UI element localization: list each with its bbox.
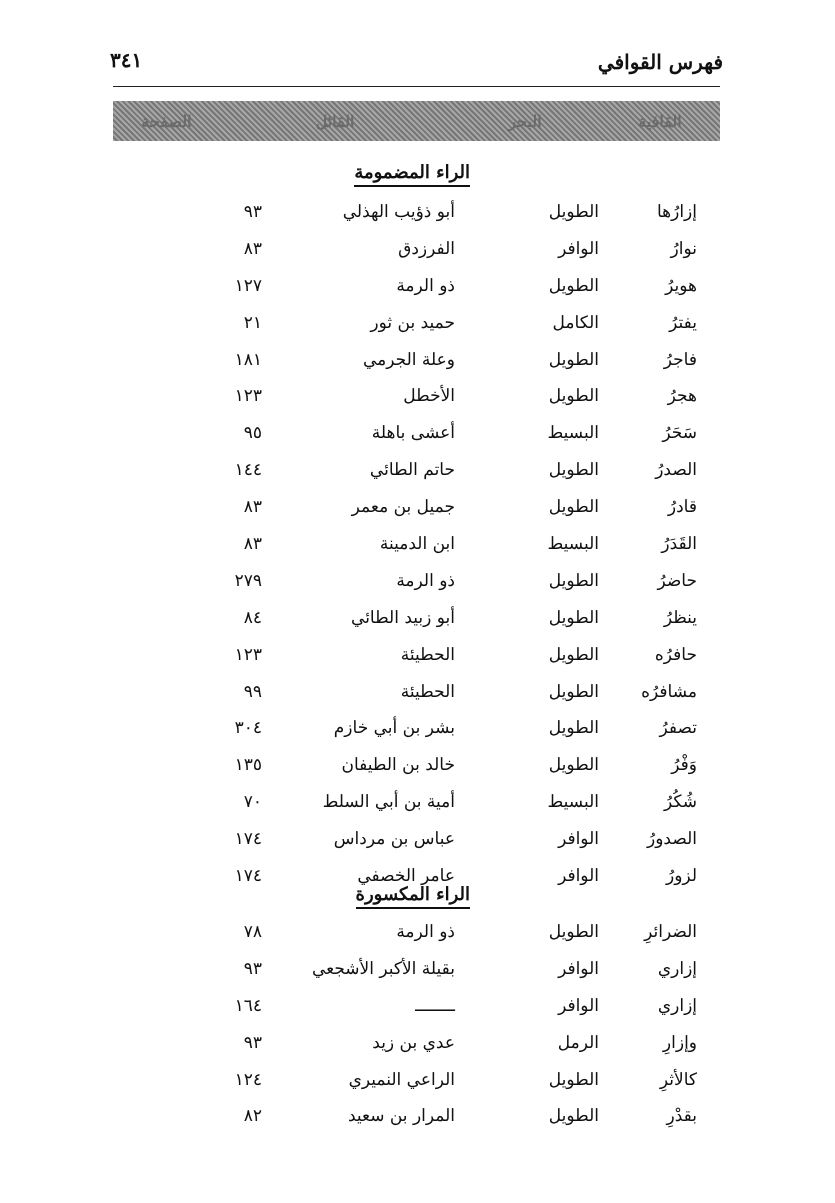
meter-name: الطويل [548, 497, 599, 518]
page-number: ٣٤١ [110, 48, 143, 72]
rhyme-list-kasra [0, 916, 835, 1137]
table-row [0, 1100, 835, 1137]
rhyme-word: كالأثرِ [659, 1069, 697, 1090]
rhyme-word: يفترُ [669, 312, 697, 333]
rhyme-word: هويرُ [665, 275, 697, 296]
rhyme-word: حاضرُ [657, 570, 697, 591]
column-header-rhyme: القافية [638, 111, 682, 131]
meter-name: الوافر [558, 866, 599, 887]
poet-name: ابن الدمينة [379, 534, 455, 555]
poet-name: عباس بن مرداس [333, 829, 455, 850]
meter-name: الطويل [548, 349, 599, 370]
table-row [0, 417, 835, 454]
poet-name: ذو الرمة [396, 922, 455, 942]
poet-name: الأخطل [403, 386, 455, 407]
table-row [0, 712, 835, 749]
table-row [0, 565, 835, 602]
poet-name: المرار بن سعيد [347, 1106, 455, 1127]
rhyme-word: قادرُ [667, 497, 697, 518]
meter-name: الوافر [558, 829, 599, 850]
poet-name: عامر الخصفي [357, 866, 455, 887]
poet-name: بقيلة الأكبر الأشجعي [311, 958, 455, 979]
poet-name: حميد بن ثور [370, 312, 455, 333]
rhyme-word: هجرُ [667, 386, 697, 407]
table-row [0, 1027, 835, 1064]
section-heading-label: الراء المكسورة [356, 884, 470, 909]
poet-name: وعلة الجرمي [362, 349, 455, 370]
rhyme-word: نوارُ [670, 238, 697, 259]
rhyme-word: سَحَرُ [662, 423, 697, 444]
rhyme-word: الصدورُ [647, 829, 697, 850]
table-row [0, 953, 835, 990]
rhyme-word: حافرُه [654, 644, 697, 665]
meter-name: الطويل [548, 275, 599, 296]
column-header-page: الصفحة [141, 111, 192, 131]
meter-name: الطويل [548, 570, 599, 591]
table-row [0, 1064, 835, 1101]
page-ref: ١٢٣ [234, 644, 262, 665]
table-row [0, 639, 835, 676]
table-row [0, 491, 835, 528]
meter-name: الوافر [558, 995, 599, 1016]
poet-name: الحطيئة [400, 681, 455, 702]
poet-name: ــــــــ [415, 995, 455, 1016]
meter-name: الطويل [548, 681, 599, 702]
page-ref: ١٢٣ [234, 386, 262, 407]
poet-name: أعشى باهلة [371, 423, 455, 444]
page-ref: ٩٣ [243, 202, 262, 222]
page-ref: ٩٩ [243, 681, 262, 702]
page-ref: ١٨١ [234, 349, 262, 370]
meter-name: الطويل [548, 607, 599, 628]
rhyme-word: إزارُها [656, 202, 697, 222]
poet-name: أبو ذؤيب الهذلي [342, 202, 455, 222]
page-ref: ٨٣ [243, 238, 262, 259]
table-row [0, 196, 835, 233]
rhyme-word: شُكُرُ [663, 792, 697, 813]
page-ref: ١٢٤ [234, 1069, 262, 1090]
page-ref: ٣٠٤ [234, 718, 262, 739]
meter-name: الطويل [548, 1106, 599, 1127]
table-row [0, 602, 835, 639]
table-row [0, 990, 835, 1027]
table-row [0, 676, 835, 713]
page-ref: ٧٨ [243, 922, 262, 942]
table-row [0, 749, 835, 786]
poet-name: ذو الرمة [396, 570, 455, 591]
rhyme-word: الضرائرِ [644, 922, 697, 942]
page-ref: ١٧٤ [234, 829, 262, 850]
meter-name: الرمل [557, 1032, 599, 1053]
meter-name: البسيط [547, 534, 599, 555]
table-row [0, 344, 835, 381]
meter-name: الوافر [558, 958, 599, 979]
rhyme-word: إزاري [657, 995, 697, 1016]
rhyme-word: مشافرُه [641, 681, 697, 702]
meter-name: الوافر [558, 238, 599, 259]
poet-name: بشر بن أبي خازم [333, 718, 455, 739]
table-row [0, 916, 835, 953]
poet-name: أمية بن أبي السلط [322, 792, 455, 813]
section-heading-damma [300, 162, 470, 183]
poet-name: الحطيئة [400, 644, 455, 665]
page-ref: ٩٥ [243, 423, 262, 444]
meter-name: الطويل [548, 202, 599, 222]
column-header-meter: البحر [508, 111, 542, 131]
rhyme-word: وَفْرُ [671, 755, 697, 776]
page-ref: ١٣٥ [234, 755, 262, 776]
page-ref: ٧٠ [243, 792, 262, 813]
page-ref: ٢٧٩ [234, 570, 262, 591]
meter-name: الطويل [548, 755, 599, 776]
page-ref: ٨٤ [243, 607, 262, 628]
poet-name: الفرزدق [398, 238, 455, 259]
meter-name: الطويل [548, 644, 599, 665]
page-ref: ٩٣ [243, 1032, 262, 1053]
page-ref: ٨٣ [243, 534, 262, 555]
table-row [0, 786, 835, 823]
poet-name: عدي بن زيد [372, 1032, 455, 1053]
poet-name: أبو زبيد الطائي [351, 607, 455, 628]
page-ref: ١٢٧ [234, 275, 262, 296]
poet-name: جميل بن معمر [351, 497, 455, 518]
rhyme-list-damma [0, 196, 835, 897]
page-ref: ١٦٤ [234, 995, 262, 1016]
poet-name: خالد بن الطيفان [341, 755, 455, 776]
header-divider [113, 86, 720, 87]
rhyme-word: بقدْرِ [666, 1106, 697, 1127]
page-ref: ٨٣ [243, 497, 262, 518]
meter-name: الطويل [548, 460, 599, 481]
rhyme-word: ينظرُ [663, 607, 697, 628]
table-row [0, 380, 835, 417]
rhyme-word: فاجرُ [663, 349, 697, 370]
table-row [0, 454, 835, 491]
table-row [0, 528, 835, 565]
poet-name: ذو الرمة [396, 275, 455, 296]
page-ref: ٢١ [243, 312, 262, 333]
page-ref: ٨٢ [243, 1106, 262, 1127]
table-row [0, 307, 835, 344]
meter-name: الطويل [548, 1069, 599, 1090]
meter-name: الطويل [548, 922, 599, 942]
table-row [0, 233, 835, 270]
meter-name: البسيط [547, 792, 599, 813]
section-heading-label: الراء المضمومة [354, 162, 470, 187]
meter-name: البسيط [547, 423, 599, 444]
rhyme-word: القَدَرُ [661, 534, 697, 555]
poet-name: حاتم الطائي [369, 460, 455, 481]
meter-name: الطويل [548, 386, 599, 407]
column-header-bar [113, 101, 720, 141]
rhyme-word: وإزارِ [662, 1032, 697, 1053]
rhyme-word: إزاري [657, 958, 697, 979]
table-row [0, 823, 835, 860]
meter-name: الطويل [548, 718, 599, 739]
table-row [0, 270, 835, 307]
poet-name: الراعي النميري [348, 1069, 455, 1090]
meter-name: الكامل [552, 312, 599, 333]
page-ref: ١٧٤ [234, 866, 262, 887]
rhyme-word: الصدرُ [655, 460, 697, 481]
rhyme-word: تصفرُ [659, 718, 697, 739]
rhyme-word: لزورُ [666, 866, 697, 887]
section-heading-kasra [300, 884, 470, 905]
column-header-poet: القائل [315, 111, 355, 131]
page-title: فهرس القوافي [597, 50, 723, 74]
page-ref: ١٤٤ [234, 460, 262, 481]
page-ref: ٩٣ [243, 958, 262, 979]
